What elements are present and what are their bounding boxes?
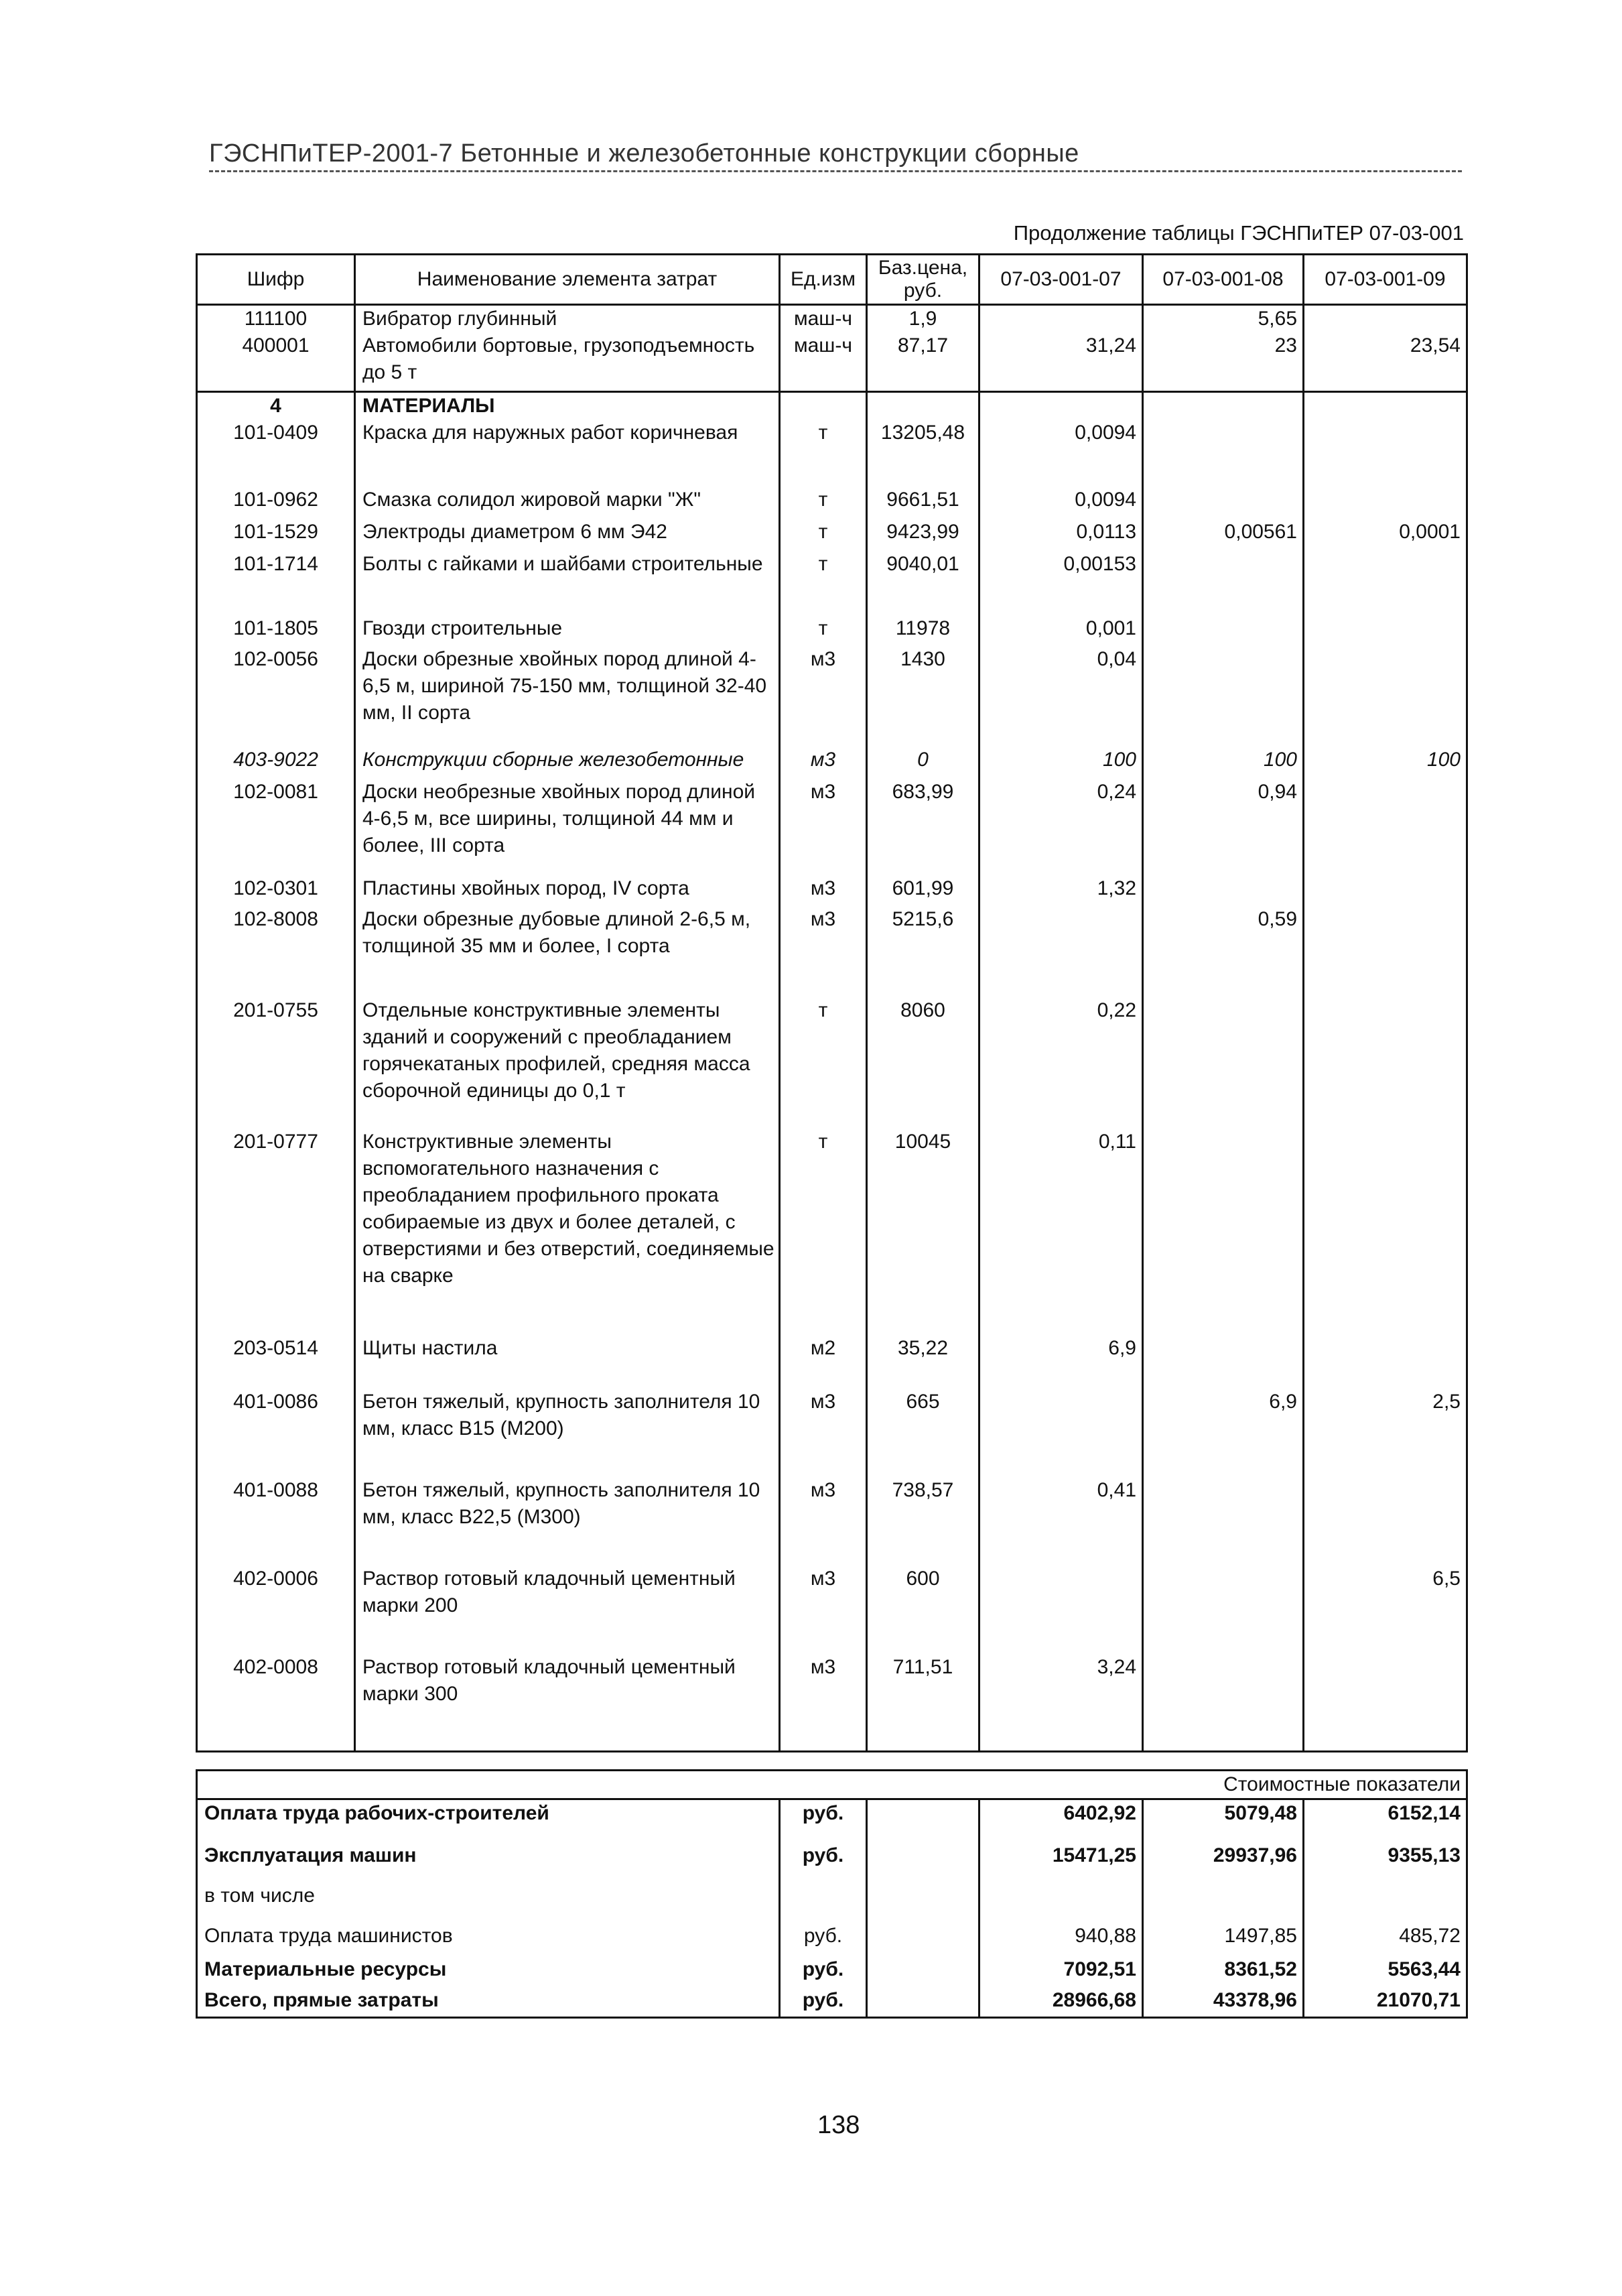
table-row [197, 1335, 1467, 1389]
summary-value-09: 9355,13 [1304, 1842, 1467, 1883]
summary-price-empty [867, 1987, 979, 2018]
row-code: 403-9022 [197, 747, 355, 779]
summary-unit [780, 1883, 867, 1923]
row-value-08: 5,65 [1143, 305, 1304, 333]
row-price: 1,9 [867, 305, 979, 333]
summary-row [197, 1883, 1467, 1923]
row-name: Отдельные конструктивные элементы зданий и сооружений с преобладанием горячекатаных профилей, средняя масса сборочной единицы до 0,1 т [355, 997, 780, 1129]
summary-row-total [197, 1987, 1467, 2018]
summary-caption: Стоимостные показатели [1143, 1771, 1467, 1799]
row-value-08: 0,59 [1143, 906, 1304, 997]
row-name: Бетон тяжелый, крупность заполнителя 10 мм, класс В22,5 (М300) [355, 1477, 780, 1566]
row-value-09 [1304, 646, 1467, 747]
summary-price-empty [867, 1842, 979, 1883]
summary-value-09 [1304, 1883, 1467, 1923]
row-value-07 [979, 1566, 1143, 1654]
row-value-09 [1304, 1335, 1467, 1389]
row-value-09 [1304, 615, 1467, 646]
row-unit: т [780, 615, 867, 646]
row-price: 711,51 [867, 1654, 979, 1721]
row-value-09 [1304, 1654, 1467, 1721]
row-name: Электроды диаметром 6 мм Э42 [355, 519, 780, 551]
row-name: Вибратор глубинный [355, 305, 780, 333]
row-value-09 [1304, 779, 1467, 875]
cost-indicators-table [196, 1769, 1468, 2019]
row-name: Болты с гайками и шайбами строительные [355, 551, 780, 615]
summary-value-07: 7092,51 [979, 1956, 1143, 1987]
table-row [197, 906, 1467, 997]
summary-value-09: 21070,71 [1304, 1987, 1467, 2018]
table-header-row [197, 255, 1467, 305]
row-code: 102-8008 [197, 906, 355, 997]
row-value-08 [1143, 615, 1304, 646]
row-unit: м3 [780, 1654, 867, 1721]
row-unit: маш-ч [780, 305, 867, 333]
row-value-08 [1143, 646, 1304, 747]
header-price: Баз.цена, руб. [867, 255, 979, 305]
row-price: 683,99 [867, 779, 979, 875]
summary-label: Эксплуатация машин [197, 1842, 780, 1883]
row-code: 201-0777 [197, 1129, 355, 1335]
summary-value-08: 8361,52 [1143, 1956, 1304, 1987]
table-row [197, 615, 1467, 646]
row-name: Доски необрезные хвойных пород длиной 4-6,5 м, все ширины, толщиной 44 мм и более, III сорта [355, 779, 780, 875]
summary-price-empty [867, 1923, 979, 1956]
table-row [197, 1654, 1467, 1721]
row-unit: м3 [780, 1477, 867, 1566]
row-value-07: 0,04 [979, 646, 1143, 747]
row-value-07: 0,11 [979, 1129, 1143, 1335]
row-value-09 [1304, 391, 1467, 420]
row-value-07: 31,24 [979, 332, 1143, 391]
row-price: 9661,51 [867, 487, 979, 519]
row-code: 101-1714 [197, 551, 355, 615]
row-code: 101-0962 [197, 487, 355, 519]
summary-unit: руб. [780, 1956, 867, 1987]
row-unit: м3 [780, 1389, 867, 1477]
row-code: 402-0008 [197, 1654, 355, 1721]
header-name: Наименование элемента затрат [355, 255, 780, 305]
table-row [197, 997, 1467, 1129]
summary-label: Материальные ресурсы [197, 1956, 780, 1987]
row-value-08: 6,9 [1143, 1389, 1304, 1477]
table-row [197, 420, 1467, 487]
row-value-07: 0,001 [979, 615, 1143, 646]
row-value-09 [1304, 487, 1467, 519]
row-name: Смазка солидол жировой марки "Ж" [355, 487, 780, 519]
summary-value-07: 6402,92 [979, 1799, 1143, 1842]
row-value-09 [1304, 1129, 1467, 1335]
row-price: 9040,01 [867, 551, 979, 615]
summary-value-07 [979, 1883, 1143, 1923]
row-code: 4 [197, 391, 355, 420]
table-row [197, 1477, 1467, 1566]
table-row [197, 1566, 1467, 1654]
row-unit: т [780, 420, 867, 487]
summary-unit: руб. [780, 1987, 867, 2018]
row-price: 665 [867, 1389, 979, 1477]
row-code: 102-0056 [197, 646, 355, 747]
row-name: Раствор готовый кладочный цементный марки 200 [355, 1566, 780, 1654]
row-value-08 [1143, 1129, 1304, 1335]
header-unit: Ед.изм [780, 255, 867, 305]
row-unit: т [780, 551, 867, 615]
row-value-07: 0,00153 [979, 551, 1143, 615]
row-value-09 [1304, 997, 1467, 1129]
table-row [197, 551, 1467, 615]
summary-label: в том числе [197, 1883, 780, 1923]
summary-value-09: 5563,44 [1304, 1956, 1467, 1987]
row-value-08 [1143, 391, 1304, 420]
row-unit: м3 [780, 747, 867, 779]
row-code: 102-0081 [197, 779, 355, 875]
row-unit: м3 [780, 1566, 867, 1654]
row-value-09 [1304, 906, 1467, 997]
row-name: Автомобили бортовые, грузоподъемность до 5 т [355, 332, 780, 391]
row-value-08: 0,94 [1143, 779, 1304, 875]
row-code: 203-0514 [197, 1335, 355, 1389]
summary-value-07: 15471,25 [979, 1842, 1143, 1883]
header-col-07: 07-03-001-07 [979, 255, 1143, 305]
row-name: Щиты настила [355, 1335, 780, 1389]
table-row [197, 747, 1467, 779]
row-code: 400001 [197, 332, 355, 391]
row-value-09: 6,5 [1304, 1566, 1467, 1654]
summary-unit: руб. [780, 1842, 867, 1883]
row-name: Доски обрезные хвойных пород длиной 4-6,5 м, шириной 75-150 мм, толщиной 32-40 мм, II сорта [355, 646, 780, 747]
summary-value-08: 29937,96 [1143, 1842, 1304, 1883]
row-unit: т [780, 519, 867, 551]
row-value-07 [979, 906, 1143, 997]
row-value-07 [979, 1389, 1143, 1477]
row-value-09: 0,0001 [1304, 519, 1467, 551]
summary-unit: руб. [780, 1799, 867, 1842]
row-code: 102-0301 [197, 875, 355, 906]
row-price: 13205,48 [867, 420, 979, 487]
row-value-07 [979, 391, 1143, 420]
row-code: 402-0006 [197, 1566, 355, 1654]
row-price: 10045 [867, 1129, 979, 1335]
row-price: 5215,6 [867, 906, 979, 997]
table-continuation-label: Продолжение таблицы ГЭСНПиТЕР 07-03-001 [1013, 221, 1464, 245]
row-value-08 [1143, 1335, 1304, 1389]
row-price [867, 391, 979, 420]
summary-price-empty [867, 1883, 979, 1923]
section-row-materials [197, 391, 1467, 420]
row-value-08: 0,00561 [1143, 519, 1304, 551]
summary-value-08: 43378,96 [1143, 1987, 1304, 2018]
summary-price-empty [867, 1799, 979, 1842]
row-price: 35,22 [867, 1335, 979, 1389]
row-value-09: 2,5 [1304, 1389, 1467, 1477]
page-number: 138 [817, 2111, 860, 2139]
summary-value-08: 5079,48 [1143, 1799, 1304, 1842]
row-price: 1430 [867, 646, 979, 747]
row-unit: м2 [780, 1335, 867, 1389]
row-code: 111100 [197, 305, 355, 333]
header-col-08: 07-03-001-08 [1143, 255, 1304, 305]
table-row [197, 1129, 1467, 1335]
table-row [197, 875, 1467, 906]
row-name: Краска для наружных работ коричневая [355, 420, 780, 487]
row-price: 738,57 [867, 1477, 979, 1566]
row-value-08 [1143, 1477, 1304, 1566]
row-value-08 [1143, 997, 1304, 1129]
row-unit: м3 [780, 646, 867, 747]
summary-row [197, 1923, 1467, 1956]
row-code: 101-1529 [197, 519, 355, 551]
row-unit: м3 [780, 875, 867, 906]
row-code: 401-0088 [197, 1477, 355, 1566]
summary-unit: руб. [780, 1923, 867, 1956]
summary-caption-row [197, 1771, 1467, 1799]
row-value-08 [1143, 551, 1304, 615]
row-code: 401-0086 [197, 1389, 355, 1477]
row-unit: маш-ч [780, 332, 867, 391]
row-code: 201-0755 [197, 997, 355, 1129]
row-price: 0 [867, 747, 979, 779]
header-col-09: 07-03-001-09 [1304, 255, 1467, 305]
row-value-08 [1143, 420, 1304, 487]
table-row [197, 332, 1467, 391]
row-value-07: 6,9 [979, 1335, 1143, 1389]
row-value-07: 100 [979, 747, 1143, 779]
header-rule [209, 170, 1462, 172]
row-value-07: 0,24 [979, 779, 1143, 875]
summary-price-empty [867, 1956, 979, 1987]
table-row [197, 305, 1467, 333]
table-row [197, 1389, 1467, 1477]
row-unit: т [780, 487, 867, 519]
row-value-07: 3,24 [979, 1654, 1143, 1721]
row-name: Гвозди строительные [355, 615, 780, 646]
table-row [197, 487, 1467, 519]
summary-value-08: 1497,85 [1143, 1923, 1304, 1956]
row-value-07: 0,0113 [979, 519, 1143, 551]
row-value-07: 1,32 [979, 875, 1143, 906]
row-value-07 [979, 305, 1143, 333]
row-value-09 [1304, 1477, 1467, 1566]
row-unit: м3 [780, 906, 867, 997]
row-name: Конструкции сборные железобетонные [355, 747, 780, 779]
row-value-08 [1143, 487, 1304, 519]
row-price: 9423,99 [867, 519, 979, 551]
running-header: ГЭСНПиТЕР-2001-7 Бетонные и железобетонные конструкции сборные [209, 139, 1079, 168]
row-unit: м3 [780, 779, 867, 875]
summary-value-07: 940,88 [979, 1923, 1143, 1956]
summary-row [197, 1799, 1467, 1842]
row-price: 8060 [867, 997, 979, 1129]
row-value-09: 23,54 [1304, 332, 1467, 391]
table-row [197, 646, 1467, 747]
row-price: 601,99 [867, 875, 979, 906]
summary-row [197, 1842, 1467, 1883]
row-price: 11978 [867, 615, 979, 646]
row-name: Раствор готовый кладочный цементный марки 300 [355, 1654, 780, 1721]
row-value-09 [1304, 551, 1467, 615]
row-value-09 [1304, 305, 1467, 333]
row-value-07: 0,22 [979, 997, 1143, 1129]
summary-label: Оплата труда рабочих-строителей [197, 1799, 780, 1842]
row-value-07: 0,0094 [979, 487, 1143, 519]
row-name: Бетон тяжелый, крупность заполнителя 10 мм, класс В15 (М200) [355, 1389, 780, 1477]
row-value-09: 100 [1304, 747, 1467, 779]
row-value-07: 0,0094 [979, 420, 1143, 487]
table-spacer-row [197, 1721, 1467, 1752]
resource-table [196, 253, 1468, 1752]
summary-value-09: 485,72 [1304, 1923, 1467, 1956]
table-row [197, 519, 1467, 551]
row-value-09 [1304, 875, 1467, 906]
summary-value-07: 28966,68 [979, 1987, 1143, 2018]
summary-label: Оплата труда машинистов [197, 1923, 780, 1956]
row-name: Пластины хвойных пород, IV сорта [355, 875, 780, 906]
row-value-08 [1143, 1566, 1304, 1654]
row-code: 101-0409 [197, 420, 355, 487]
header-code: Шифр [197, 255, 355, 305]
row-code: 101-1805 [197, 615, 355, 646]
row-name: Конструктивные элементы вспомогательного назначения с преобладанием профильного проката собираемые из двух и более деталей, с отверстиями и без отверстий, соединяемые на сварке [355, 1129, 780, 1335]
row-value-08: 100 [1143, 747, 1304, 779]
row-unit [780, 391, 867, 420]
row-unit: т [780, 1129, 867, 1335]
row-name: Доски обрезные дубовые длиной 2-6,5 м, толщиной 35 мм и более, I сорта [355, 906, 780, 997]
summary-value-08 [1143, 1883, 1304, 1923]
row-price: 600 [867, 1566, 979, 1654]
summary-value-09: 6152,14 [1304, 1799, 1467, 1842]
table-row [197, 779, 1467, 875]
summary-label: Всего, прямые затраты [197, 1987, 780, 2018]
row-name: МАТЕРИАЛЫ [355, 391, 780, 420]
row-value-08 [1143, 1654, 1304, 1721]
row-value-08 [1143, 875, 1304, 906]
row-value-07: 0,41 [979, 1477, 1143, 1566]
row-price: 87,17 [867, 332, 979, 391]
summary-row [197, 1956, 1467, 1987]
row-unit: т [780, 997, 867, 1129]
row-value-09 [1304, 420, 1467, 487]
row-value-08: 23 [1143, 332, 1304, 391]
